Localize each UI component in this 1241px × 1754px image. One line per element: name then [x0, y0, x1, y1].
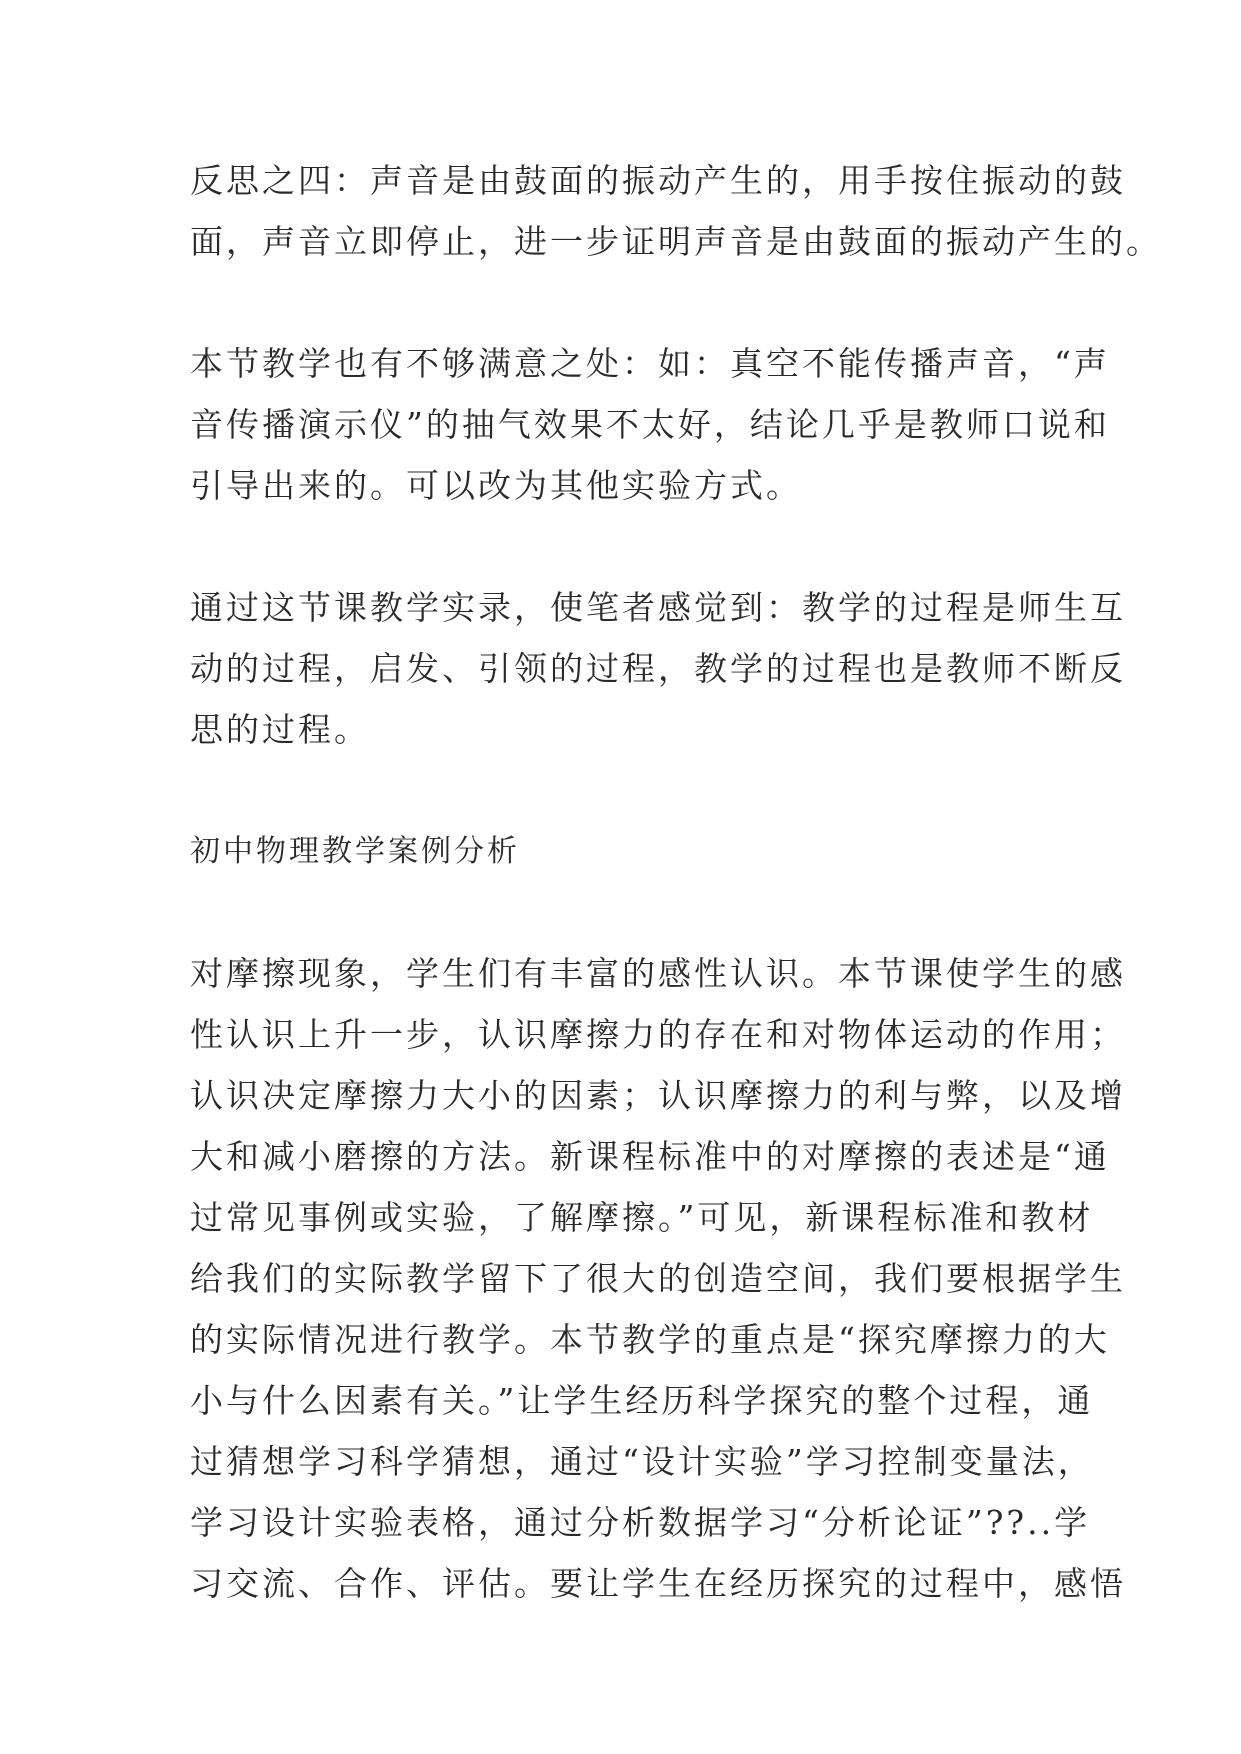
text-line: 学习设计实验表格，通过分析数据学习“分析论证”??..学: [190, 1503, 1091, 1542]
text-line: 思的过程。: [190, 710, 370, 749]
text-line: 音传播演示仪”的抽气效果不太好，结论几乎是教师口说和: [190, 405, 1110, 444]
text-line: 认识决定摩擦力大小的因素；认识摩擦力的利与弊，以及增: [190, 1076, 1126, 1115]
text-line: 引导出来的。可以改为其他实验方式。: [190, 466, 802, 505]
text-line: 对摩擦现象，学生们有丰富的感性认识。本节课使学生的感: [190, 954, 1126, 993]
text-line: 动的过程，启发、引领的过程，教学的过程也是教师不断反: [190, 649, 1126, 688]
heading-text: 初中物理教学案例分析: [190, 834, 520, 869]
section-heading: [190, 821, 1060, 882]
text-line: 习交流、合作、评估。要让学生在经历探究的过程中，感悟: [190, 1564, 1126, 1603]
text-line: 本节教学也有不够满意之处：如：真空不能传播声音，“声: [190, 344, 1110, 383]
text-line: 通过这节课教学实录，使笔者感觉到：教学的过程是师生互: [190, 588, 1126, 627]
paragraph-dissatisfaction: [190, 333, 1110, 516]
text-line: 过常见事例或实验，了解摩擦。”可见，新课程标准和教材: [190, 1198, 1094, 1237]
text-line: 面，声音立即停止，进一步证明声音是由鼓面的振动产生的。: [190, 222, 1162, 261]
text-line: 小与什么因素有关。”让学生经历科学探究的整个过程，通: [190, 1381, 1094, 1420]
paragraph-reflection-four: [190, 150, 1162, 272]
document-body: [190, 150, 1162, 1675]
text-line: 过猜想学习科学猜想，通过“设计实验”学习控制变量法，: [190, 1442, 1094, 1481]
text-line: 给我们的实际教学留下了很大的创造空间，我们要根据学生: [190, 1259, 1126, 1298]
paragraph-friction-analysis: [190, 943, 1126, 1614]
text-line: 的实际情况进行教学。本节教学的重点是“探究摩擦力的大: [190, 1320, 1110, 1359]
text-line: 大和减小磨擦的方法。新课程标准中的对摩擦的表述是“通: [190, 1137, 1110, 1176]
paragraph-conclusion: [190, 577, 1126, 760]
text-line: 反思之四：声音是由鼓面的振动产生的，用手按住振动的鼓: [190, 161, 1126, 200]
text-line: 性认识上升一步，认识摩擦力的存在和对物体运动的作用；: [190, 1015, 1126, 1054]
